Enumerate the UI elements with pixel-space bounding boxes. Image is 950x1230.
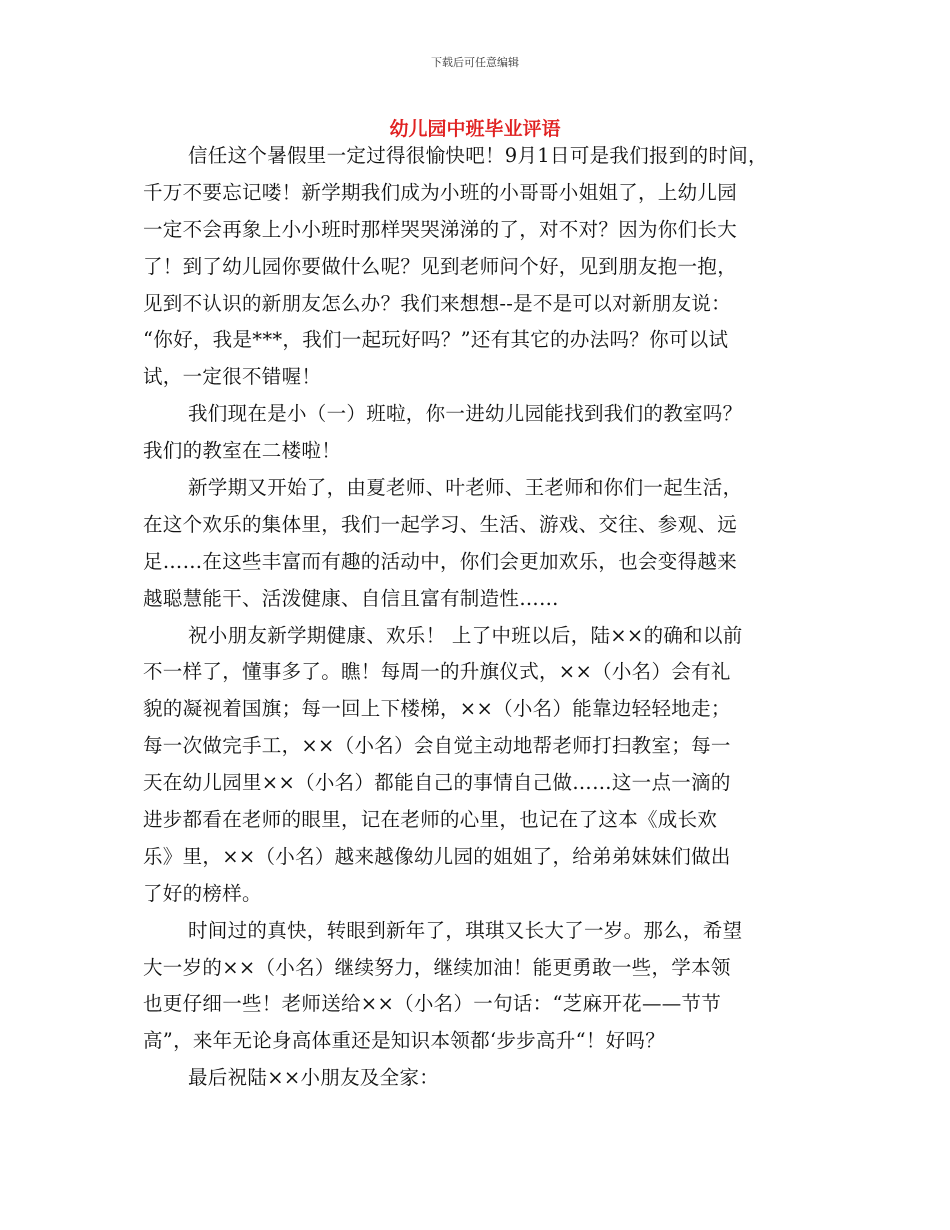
text-line: 进步都看在老师的眼里，记在老师的心里，也记在了这本《成长欢 bbox=[143, 808, 718, 832]
text-line: 每一次做完手工，××（小名）会自觉主动地帮老师打扫教室；每一 bbox=[143, 734, 731, 758]
document-title: 幼儿园中班毕业评语 bbox=[389, 118, 561, 140]
text-line: 天在幼儿园里××（小名）都能自己的事情自己做……这一点一滴的 bbox=[143, 771, 731, 795]
text-line: 了！到了幼儿园你要做什么呢？见到老师问个好，见到朋友抱一抱， bbox=[143, 254, 738, 278]
text-line: 我们的教室在二楼啦！ bbox=[143, 439, 342, 463]
text-line: 高”，来年无论身高体重还是知识本领都‘步步高升“！好吗？ bbox=[143, 1029, 666, 1053]
text-line: 时间过的真快，转眼到新年了，琪琪又长大了一岁。那么，希望 bbox=[188, 918, 743, 942]
text-line: 最后祝陆××小朋友及全家： bbox=[188, 1066, 440, 1090]
text-line: 新学期又开始了，由夏老师、叶老师、王老师和你们一起生活， bbox=[188, 476, 743, 500]
text-line: 信任这个暑假里一定过得很愉快吧！9月1日可是我们报到的时间， bbox=[188, 144, 768, 167]
text-line: 足……在这些丰富而有趣的活动中，你们会更加欢乐，也会变得越来 bbox=[143, 549, 738, 573]
text-line: 乐》里，××（小名）越来越像幼儿园的姐姐了，给弟弟妹妹们做出 bbox=[143, 844, 731, 868]
text-line: 在这个欢乐的集体里，我们一起学习、生活、游戏、交往、参观、远 bbox=[143, 512, 738, 536]
header-note: 下载后可任意编辑 bbox=[431, 56, 519, 69]
text-line: 千万不要忘记喽！新学期我们成为小班的小哥哥小姐姐了，上幼儿园 bbox=[143, 180, 738, 204]
text-line: 也更仔细一些！老师送给××（小名）一句话：“芝麻开花——节节 bbox=[143, 992, 722, 1016]
text-line: 祝小朋友新学期健康、欢乐！ 上了中班以后，陆××的确和以前 bbox=[188, 623, 743, 647]
text-line: 大一岁的××（小名）继续努力，继续加油！能更勇敢一些，学本领 bbox=[143, 955, 731, 979]
text-line: 一定不会再象上小小班时那样哭哭涕涕的了，对不对？因为你们长大 bbox=[143, 217, 738, 241]
text-line: 我们现在是小（一）班啦，你一进幼儿园能找到我们的教室吗？ bbox=[188, 402, 743, 426]
text-line: 了好的榜样。 bbox=[143, 881, 262, 905]
text-line: 越聪慧能干、活泼健康、自信且富有制造性…… bbox=[143, 586, 559, 610]
text-line: 貌的凝视着国旗；每一回上下楼梯，××（小名）能靠边轻轻地走； bbox=[143, 697, 731, 721]
text-line: 见到不认识的新朋友怎么办？我们来想想--是不是可以对新朋友说： bbox=[143, 291, 731, 315]
text-line: “你好，我是***，我们一起玩好吗？”还有其它的办法吗？你可以试 bbox=[143, 328, 729, 352]
text-line: 不一样了，懂事多了。瞧！每周一的升旗仪式，××（小名）会有礼 bbox=[143, 660, 731, 684]
text-line: 试，一定很不错喔！ bbox=[143, 365, 322, 389]
document-body bbox=[143, 138, 808, 1097]
